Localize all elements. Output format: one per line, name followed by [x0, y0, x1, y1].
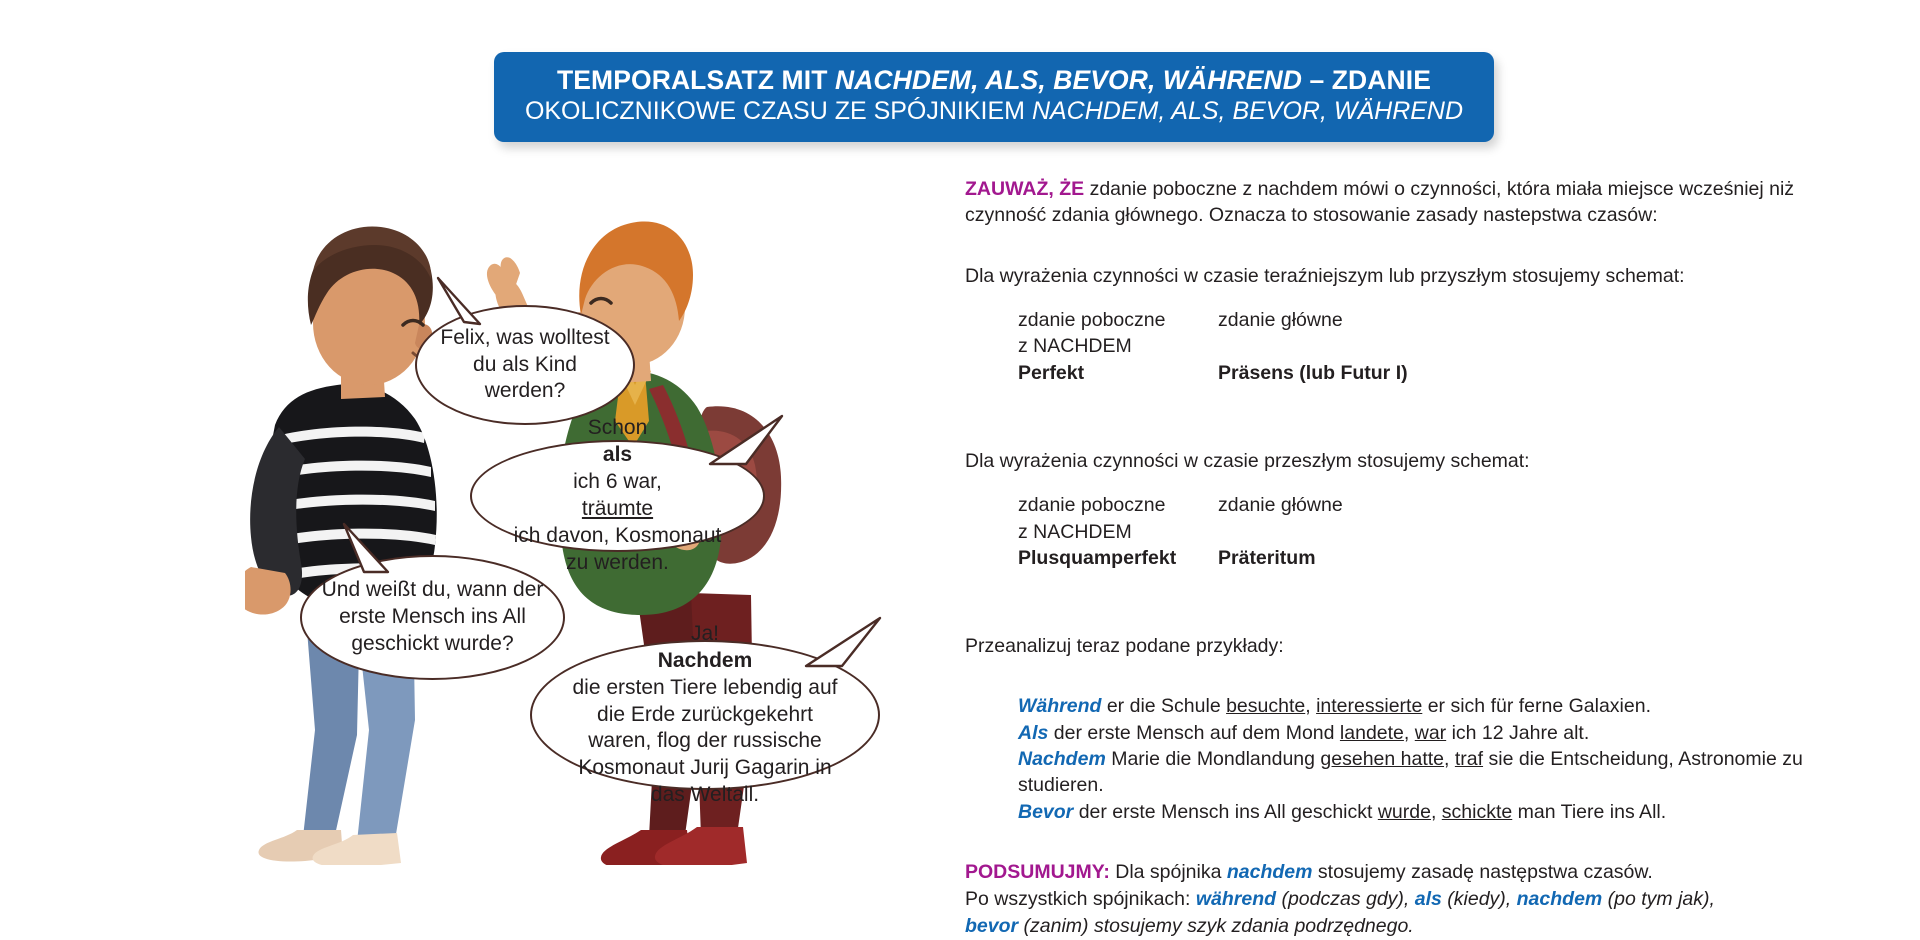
summary-line-3: bevor (zanim) stosujemy szyk zdania podrzędnego. — [965, 914, 1414, 937]
header-banner-wrapper — [494, 52, 1494, 142]
example-item: Während er die Schule besuchte, interessierte er sich für ferne Galaxien. — [1018, 695, 1651, 718]
summary-line-2: Po wszystkich spójnikach: während (podczas gdy), als (kiedy), nachdem (po tym jak), — [965, 887, 1715, 910]
bubble-question-1-tail — [428, 276, 518, 336]
summary-line-1: PODSUMUJMY: Dla spójnika nachdem stosujemy zasadę następstwa czasów. — [965, 861, 1653, 883]
bubble-answer-2-text: Ja! Nachdem die ersten Tiere lebendig auf die Erde zurückgekehrt waren, flog der russische Kosmonaut Jurij Gagarin in das Weltall. — [572, 621, 838, 807]
schema2-sub-right — [1218, 519, 1618, 545]
examples-intro: Przeanalizuj teraz podane przykłady: — [965, 635, 1284, 658]
notice-label: ZAUWAŻ, ŻE — [965, 178, 1085, 200]
schema2-tense-left: Plusquamperfekt — [1018, 546, 1177, 569]
summary-label: PODSUMUJMY: — [965, 861, 1110, 883]
schema1-sub-right — [1218, 333, 1618, 359]
schema-table-1 — [1018, 307, 1855, 386]
bubble-answer-2-tail — [790, 612, 900, 672]
banner-title-conjunctions: NACHDEM, ALS, BEVOR, WÄHREND — [834, 65, 1302, 95]
schema2-head-right: zdanie główne — [1218, 494, 1343, 517]
schema1-intro: Dla wyrażenia czynności w czasie teraźniejszym lub przyszłym stosujemy schemat: — [965, 264, 1685, 287]
schema2-header-row — [1018, 492, 1855, 518]
example-item: Nachdem Marie die Mondlandung gesehen hatte, traf sie die Entscheidung, Astronomie zu studieren. — [1018, 748, 1803, 797]
schema1-tense-left: Perfekt — [1018, 361, 1085, 384]
banner-title-prefix: TEMPORALSATZ MIT — [556, 65, 835, 95]
banner-title-suffix: – ZDANIE — [1302, 65, 1432, 95]
schema1-header-row — [1018, 307, 1855, 333]
examples-list — [1018, 693, 1855, 825]
notice-text: zdanie poboczne z nachdem mówi o czynności, która miała miejsce wcześniej niż czynność zdania głównego. Oznacza to stosowanie zasady nastepstwa czasów: — [965, 178, 1795, 227]
bubble-question-1-text: Felix, was wolltest du als Kind werden? — [440, 325, 610, 403]
example-item: Bevor der erste Mensch ins All geschickt wurde, schickte man Tiere ins All. — [1018, 800, 1667, 823]
bubble-answer-1-tail — [690, 412, 800, 472]
schema1-sub-left: z NACHDEM — [1018, 335, 1132, 358]
schema1-sub-row — [1018, 333, 1855, 359]
schema-table-2 — [1018, 492, 1855, 571]
schema1-tense-right: Präsens (lub Futur I) — [1218, 361, 1408, 384]
schema2-tense-row — [1018, 545, 1855, 571]
banner-title-line-1 — [516, 64, 1472, 96]
schema1-head-left: zdanie poboczne — [1018, 308, 1166, 331]
schema2-sub-left: z NACHDEM — [1018, 520, 1132, 543]
schema2-sub-row — [1018, 519, 1855, 545]
notice-paragraph — [965, 176, 1855, 229]
schema1-head-right: zdanie główne — [1218, 308, 1343, 331]
explanation-column — [965, 176, 1855, 940]
schema1-tense-row — [1018, 360, 1855, 386]
bubble-question-2-tail — [330, 520, 430, 580]
schema2-head-left: zdanie poboczne — [1018, 494, 1166, 517]
bubble-answer-1-text: Schon als ich 6 war, träumte ich davon, Kosmonaut zu werden. — [513, 416, 722, 574]
example-item: Als der erste Mensch auf dem Mond landete, war ich 12 Jahre alt. — [1018, 721, 1590, 744]
schema2-intro: Dla wyrażenia czynności w czasie przeszłym stosujemy schemat: — [965, 449, 1530, 472]
bubble-question-2-text: Und weißt du, wann der erste Mensch ins All geschickt wurde? — [321, 578, 544, 655]
summary-block — [965, 859, 1855, 940]
banner-subtitle-prefix: OKOLICZNIKOWE CZASU ZE SPÓJNIKIEM — [524, 97, 1032, 126]
schema2-tense-right: Präteritum — [1218, 546, 1316, 569]
banner-subtitle-conjunctions: NACHDEM, ALS, BEVOR, WÄHREND — [1031, 97, 1464, 126]
header-banner — [494, 52, 1494, 142]
banner-title-line-2 — [516, 96, 1472, 127]
